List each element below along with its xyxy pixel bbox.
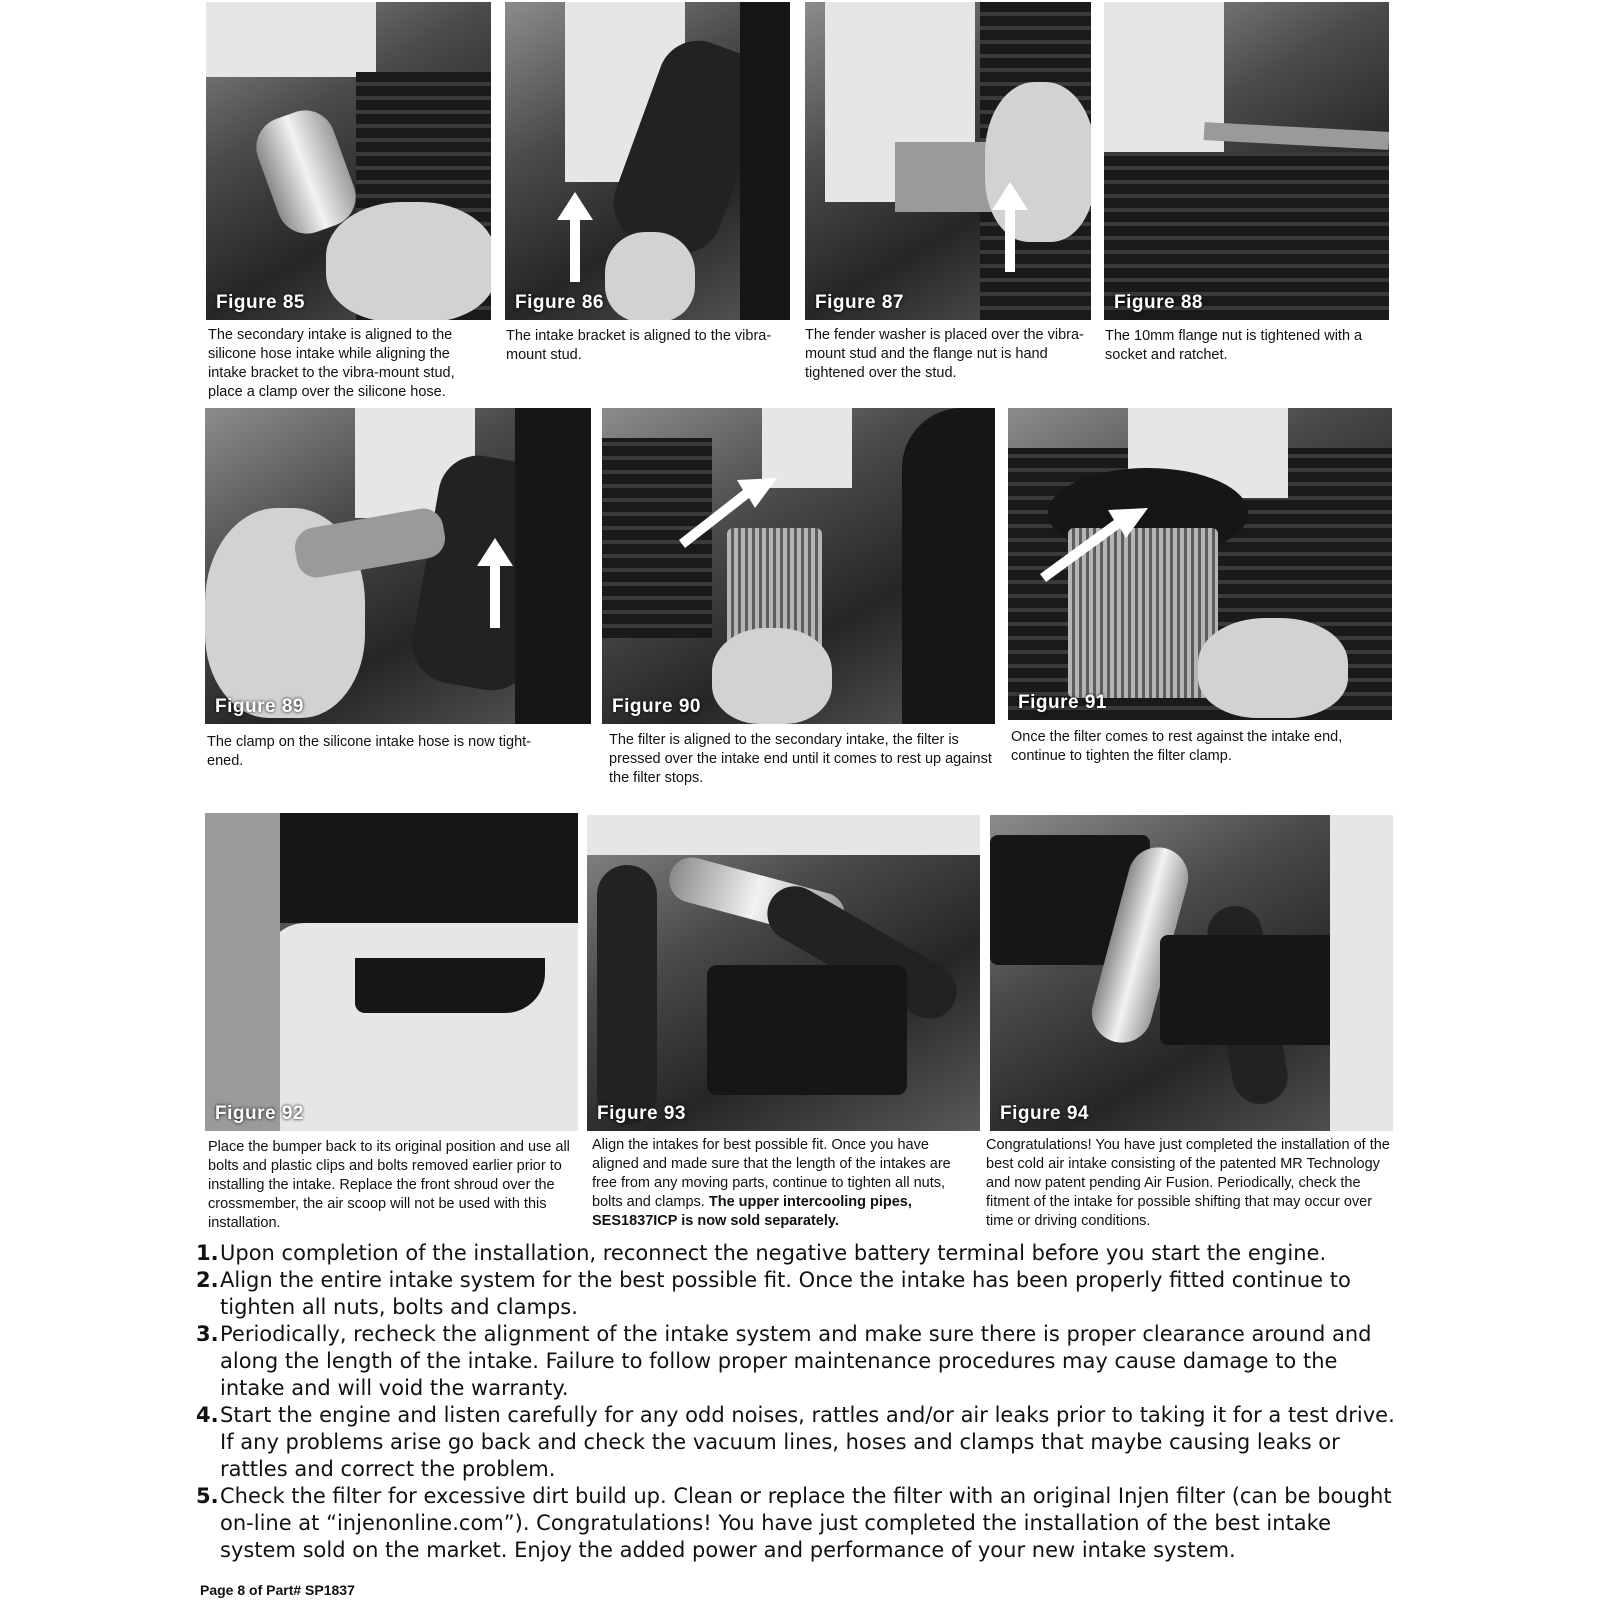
figure-label: Figure 91 (1018, 692, 1107, 713)
figure-label: Figure 88 (1114, 292, 1203, 313)
arrow-icon (1038, 508, 1148, 588)
step-number: 4. (196, 1403, 219, 1427)
figure-87-caption: The fender washer is placed over the vibra-mount stud and the flange nut is hand tightened over the stud. (805, 327, 1084, 381)
figure-label: Figure 86 (515, 292, 604, 313)
step-number: 2. (196, 1268, 219, 1292)
figure-89-caption: The clamp on the silicone intake hose is now tight-ened. (207, 734, 532, 769)
figure-label: Figure 93 (597, 1103, 686, 1124)
figure-label: Figure 92 (215, 1103, 304, 1124)
figure-93-caption-text: Align the intakes for best possible fit. Once you have aligned and made sure that the length of the intakes are free from any moving parts, continue to tighten all nuts, bolts and clamps. (592, 1137, 951, 1210)
arrow-icon (555, 192, 595, 282)
step-number: 5. (196, 1484, 219, 1508)
instruction-steps (196, 1240, 1406, 1564)
figure-86-caption: The intake bracket is aligned to the vibra-mount stud. (506, 328, 772, 363)
arrow-icon (990, 182, 1030, 272)
arrow-icon (677, 478, 777, 558)
step-number: 3. (196, 1322, 219, 1346)
figure-93-caption-bold: The upper intercooling pipes, SES1837ICP is now sold separately. (592, 1194, 912, 1229)
figure-91-photo (1008, 408, 1392, 720)
figure-93-photo (587, 815, 980, 1131)
figure-87-photo (805, 2, 1091, 320)
figure-label: Figure 89 (215, 696, 304, 717)
instruction-step (196, 1240, 1406, 1267)
step-text: Upon completion of the installation, reconnect the negative battery terminal before you start the engine. (220, 1241, 1327, 1265)
figure-94-caption: Congratulations! You have just completed the installation of the best cold air intake consisting of the patented MR Technology and now patent pending Air Fusion. Periodically, check the fitment of the intake for possible shifting that may occur over time or driving conditions. (986, 1137, 1390, 1229)
figure-88-photo (1104, 2, 1389, 320)
figure-label: Figure 90 (612, 696, 701, 717)
step-text: Start the engine and listen carefully for any odd noises, rattles and/or air leaks prior to taking it for a test drive. If any problems arise go back and check the vacuum lines, hoses and clamps that maybe causing leaks or rattles and correct the problem. (220, 1403, 1395, 1481)
figure-label: Figure 87 (815, 292, 904, 313)
instruction-step (196, 1267, 1406, 1321)
instruction-step (196, 1483, 1406, 1564)
figure-93-caption (592, 1136, 977, 1231)
figure-90-caption: The filter is aligned to the secondary intake, the filter is pressed over the intake end until it comes to rest up against the filter stops. (609, 732, 992, 786)
figure-92-caption: Place the bumper back to its original position and use all bolts and plastic clips and bolts removed earlier prior to installing the intake. Replace the front shroud over the crossmember, the air scoop will not be used with this installation. (208, 1139, 570, 1231)
figure-label: Figure 85 (216, 292, 305, 313)
figure-94-photo (990, 815, 1393, 1131)
figure-label: Figure 94 (1000, 1103, 1089, 1124)
figure-85-photo (206, 2, 491, 320)
arrow-icon (475, 538, 515, 628)
figure-92-photo (205, 813, 578, 1131)
figure-91-caption: Once the filter comes to rest against the intake end, continue to tighten the filter clamp. (1011, 729, 1343, 764)
figure-85-caption: The secondary intake is aligned to the silicone hose intake while aligning the intake bracket to the vibra-mount stud, place a clamp over the silicone hose. (208, 327, 455, 400)
figure-90-photo (602, 408, 995, 724)
instruction-step (196, 1402, 1406, 1483)
figure-89-photo (205, 408, 591, 724)
step-text: Periodically, recheck the alignment of the intake system and make sure there is proper clearance around and along the length of the intake. Failure to follow proper maintenance procedures may cause damage to the intake and will void the warranty. (220, 1322, 1372, 1400)
figure-86-photo (505, 2, 790, 320)
step-number: 1. (196, 1241, 219, 1265)
page-footer: Page 8 of Part# SP1837 (200, 1582, 355, 1598)
figure-88-caption: The 10mm flange nut is tightened with a socket and ratchet. (1105, 328, 1363, 363)
step-text: Align the entire intake system for the best possible fit. Once the intake has been properly fitted continue to tighten all nuts, bolts and clamps. (220, 1268, 1351, 1319)
step-text: Check the filter for excessive dirt build up. Clean or replace the filter with an original Injen filter (can be bought on-line at “injenonline.com”). Congratulations! You have just completed the installation of the best intake system sold on the market. Enjoy the added power and performance of your new intake system. (220, 1484, 1392, 1562)
instruction-step (196, 1321, 1406, 1402)
